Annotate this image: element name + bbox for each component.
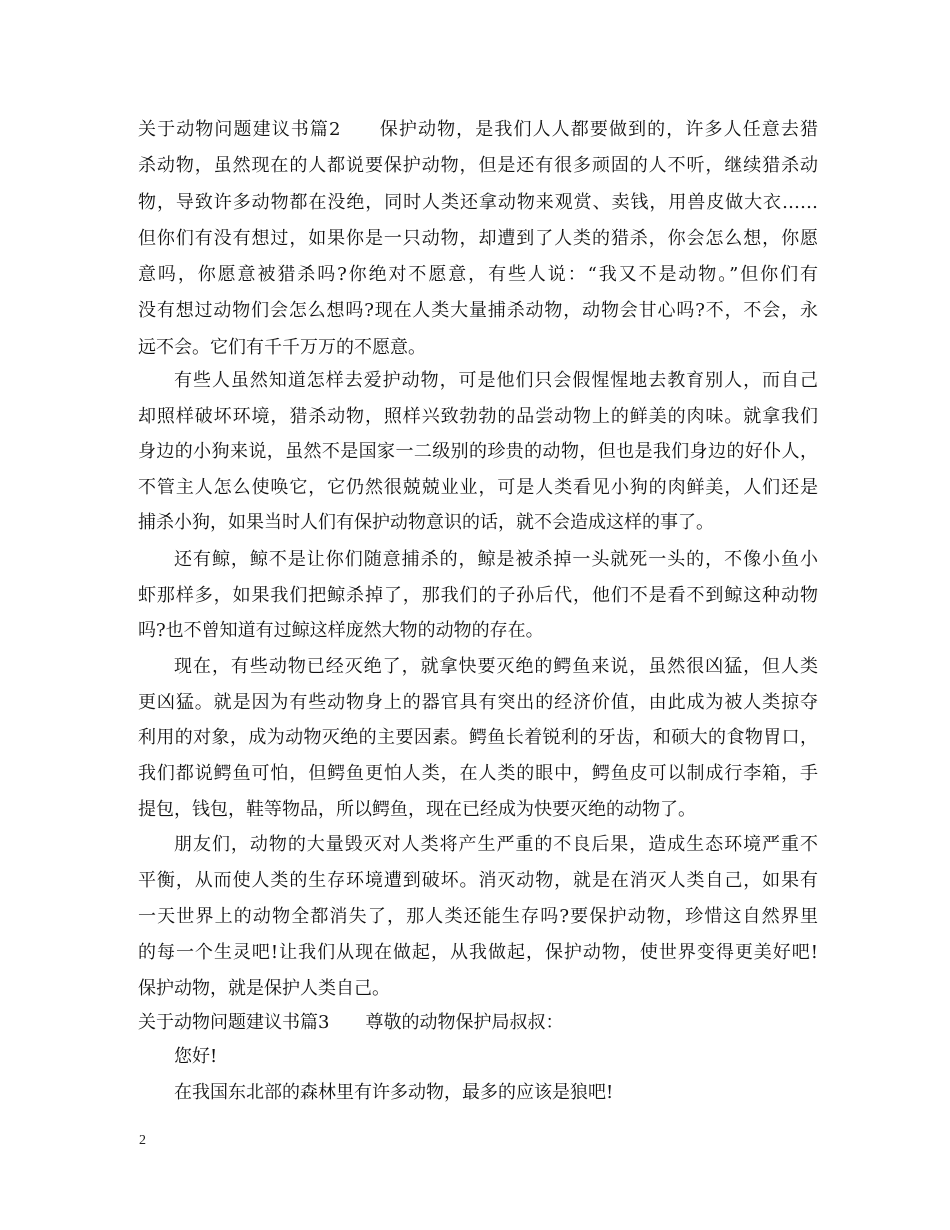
- text-line: 吗?也不曾知道有过鲸这样庞然大物的动物的存在。: [138, 620, 544, 641]
- text-line: 身边的小狗来说，虽然不是国家一二级别的珍贵的动物，但也是我们身边的好仆人，: [138, 441, 818, 462]
- text-line: 远不会。它们有千千万万的不愿意。: [138, 337, 426, 358]
- text-line: 提包，钱包，鞋等物品，所以鳄鱼，现在已经成为快要灭绝的动物了。: [138, 799, 696, 820]
- text-line: 却照样破坏环境，猎杀动物，照样兴致勃勃的品尝动物上的鲜美的肉味。就拿我们: [138, 406, 818, 427]
- text-line: 我们都说鳄鱼可怕，但鳄鱼更怕人类，在人类的眼中，鳄鱼皮可以制成行李箱，手: [138, 763, 818, 784]
- text-line: 在我国东北部的森林里有许多动物，最多的应该是狼吧!: [174, 1082, 614, 1103]
- text-line: 保护动物，就是保护人类自己。: [138, 978, 390, 999]
- text-line: 意吗，你愿意被猎杀吗?你绝对不愿意，有些人说：“我又不是动物。”但你们有: [138, 264, 818, 285]
- text-line: 关于动物问题建议书篇2 保护动物，是我们人人都要做到的，许多人任意去猎: [138, 119, 818, 140]
- text-line: 利用的对象，成为动物灭绝的主要因素。鳄鱼长着锐利的牙齿，和硕大的食物胃口，: [138, 727, 818, 748]
- text-line: 的每一个生灵吧!让我们从现在做起，从我做起，保护动物，使世界变得更美好吧!: [138, 942, 818, 963]
- text-line: 平衡，从而使人类的生存环境遭到破坏。消灭动物，就是在消灭人类自己，如果有: [138, 870, 818, 891]
- text-line: 关于动物问题建议书篇3 尊敬的动物保护局叔叔：: [138, 1012, 564, 1033]
- text-line: 没有想过动物们会怎么想吗?现在人类大量捕杀动物，动物会甘心吗?不，不会，永: [138, 300, 818, 321]
- text-line: 有些人虽然知道怎样去爱护动物，可是他们只会假惺惺地去教育别人，而自己: [174, 370, 818, 391]
- page-number: 2: [139, 1133, 146, 1148]
- text-line: 还有鲸，鲸不是让你们随意捕杀的，鲸是被杀掉一头就死一头的，不像小鱼小: [174, 549, 818, 570]
- text-line: 但你们有没有想过，如果你是一只动物，却遭到了人类的猎杀，你会怎么想，你愿: [138, 228, 818, 249]
- text-line: 您好!: [174, 1046, 218, 1067]
- text-line: 杀动物，虽然现在的人都说要保护动物，但是还有很多顽固的人不听，继续猎杀动: [138, 155, 818, 176]
- text-line: 更凶猛。就是因为有些动物身上的器官具有突出的经济价值，由此成为被人类掠夺: [138, 692, 818, 713]
- text-line: 物，导致许多动物都在没绝，同时人类还拿动物来观赏、卖钱，用兽皮做大衣……: [138, 192, 818, 213]
- text-line: 朋友们，动物的大量毁灭对人类将产生严重的不良后果，造成生态环境严重不: [174, 834, 818, 855]
- text-line: 一天世界上的动物全都消失了，那人类还能生存吗?要保护动物，珍惜这自然界里: [138, 906, 818, 927]
- text-line: 不管主人怎么使唤它，它仍然很兢兢业业，可是人类看见小狗的肉鲜美，人们还是: [138, 477, 818, 498]
- text-line: 虾那样多，如果我们把鲸杀掉了，那我们的子孙后代，他们不是看不到鲸这种动物: [138, 585, 818, 606]
- text-line: 捕杀小狗，如果当时人们有保护动物意识的话，就不会造成这样的事了。: [138, 512, 714, 533]
- text-line: 现在，有些动物已经灭绝了，就拿快要灭绝的鳄鱼来说，虽然很凶猛，但人类: [174, 656, 818, 677]
